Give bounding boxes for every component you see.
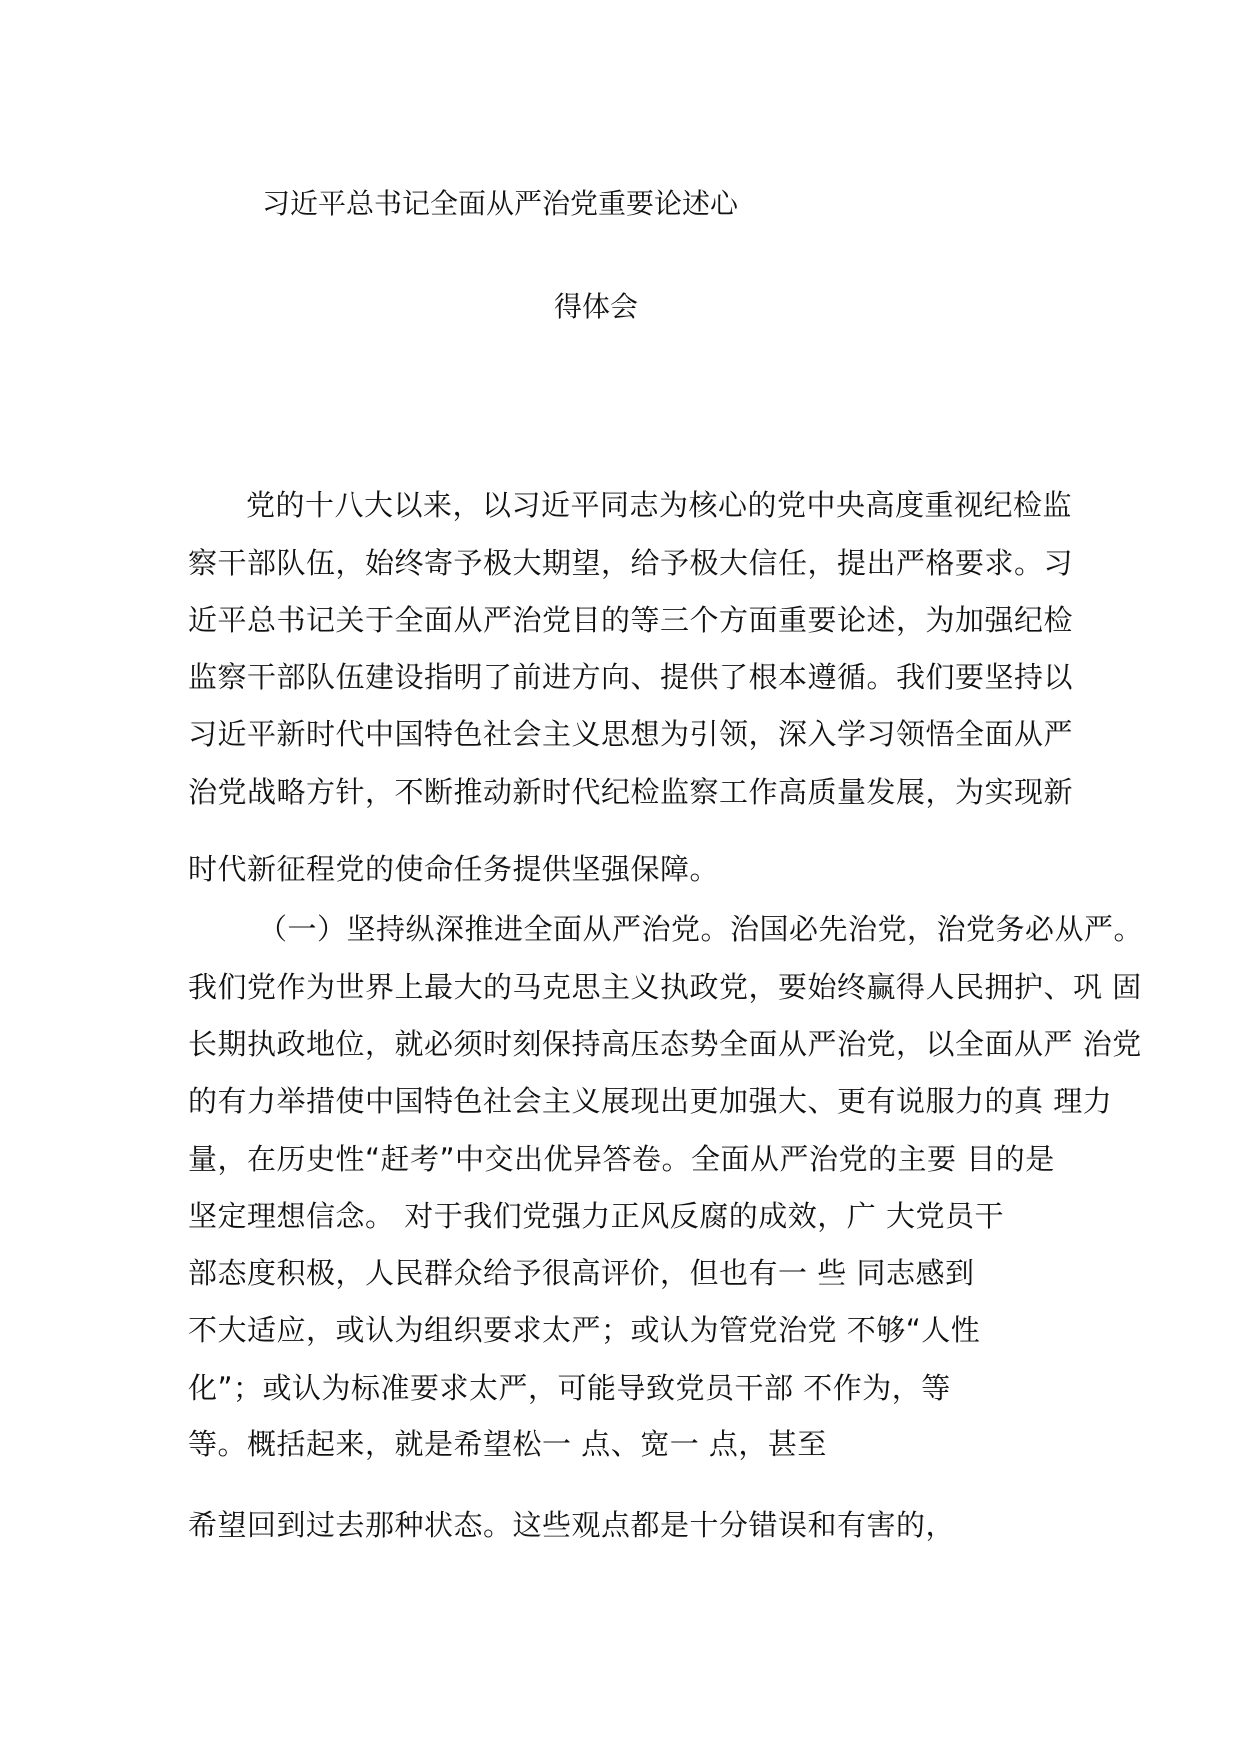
text-line: 希望回到过去那种状态。这些观点都是十分错误和有害的， — [188, 1508, 956, 1542]
text-line: 治党战略方针，不断推动新时代纪检监察工作高质量发展，为实现新 — [188, 775, 1074, 809]
text-line: 部态度积极，人民群众给予很高评价，但也有一 些 同志感到 — [188, 1256, 975, 1290]
text-line: 不大适应，或认为组织要求太严；或认为管党治党 不够“人性 — [188, 1313, 981, 1347]
text-line: 党的十八大以来，以习近平同志为核心的党中央高度重视纪检监 — [246, 488, 1073, 522]
text-line: 等。概括起来，就是希望松一 点、宽一 点，甚至 — [188, 1427, 827, 1461]
text-line: 的有力举措使中国特色社会主义展现出更加强大、更有说服力的真 理力 — [188, 1084, 1113, 1118]
text-line: 习近平新时代中国特色社会主义思想为引领，深入学习领悟全面从严 — [188, 717, 1074, 751]
text-line: 监察干部队伍建设指明了前进方向、提供了根本遵循。我们要坚持以 — [188, 660, 1074, 694]
text-line: 近平总书记关于全面从严治党目的等三个方面重要论述，为加强纪检 — [188, 603, 1074, 637]
text-line: 我们党作为世界上最大的马克思主义执政党，要始终赢得人民拥护、巩 固 — [188, 970, 1142, 1004]
document-title-line-1: 习近平总书记全面从严治党重要论述心 — [262, 187, 739, 220]
section-heading-line: （一）坚持纵深推进全面从严治党。治国必先治党，治党务必从严。 — [258, 912, 1144, 946]
text-line: 化”；或认为标准要求太严，可能导致党员干部 不作为，等 — [188, 1371, 951, 1405]
text-line: 察干部队伍，始终寄予极大期望，给予极大信任，提出严格要求。习 — [188, 546, 1074, 580]
text-line: 量，在历史性“赶考”中交出优异答卷。全面从严治党的主要 目的是 — [188, 1142, 1055, 1176]
text-line: 长期执政地位，就必须时刻保持高压态势全面从严治党，以全面从严 治党 — [188, 1027, 1142, 1061]
text-line: 坚定理想信念。 对于我们党强力正风反腐的成效，广 大党员干 — [188, 1199, 1004, 1233]
document-title-line-2: 得体会 — [554, 290, 639, 323]
text-line: 时代新征程党的使命任务提供坚强保障。 — [188, 852, 720, 886]
